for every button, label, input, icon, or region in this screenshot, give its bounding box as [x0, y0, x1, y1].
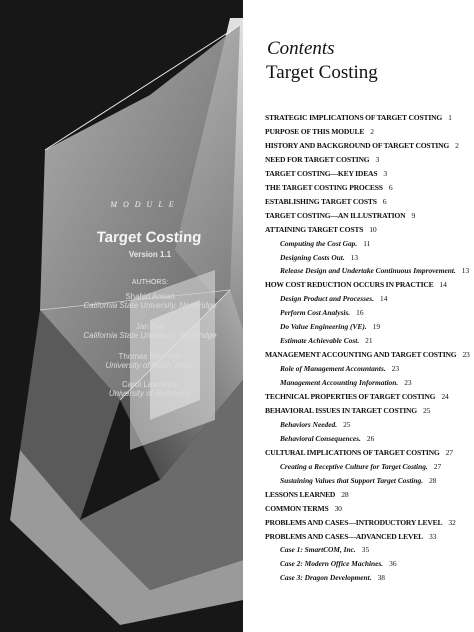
- toc-entry-page: 28: [341, 489, 349, 499]
- toc-entry-page: 23: [462, 350, 470, 360]
- toc-entry-label: PROBLEMS AND CASES—ADVANCED LEVEL: [265, 531, 424, 541]
- author-name: Shahid Ansari: [125, 292, 175, 301]
- toc-entry-label: Case 3: Dragon Development.: [280, 573, 372, 583]
- toc-entry-page: 25: [343, 419, 351, 429]
- author-name: Jan Bell: [135, 322, 165, 331]
- toc-entry-page: 23: [404, 378, 412, 388]
- cover-module-label: MODULE: [110, 200, 180, 209]
- toc-entry-page: 30: [334, 503, 342, 513]
- contents-subheading: Target Costing: [266, 62, 378, 83]
- toc-entry[interactable]: [280, 544, 369, 555]
- toc-entry[interactable]: [265, 279, 447, 290]
- toc-entry-page: 25: [422, 405, 431, 415]
- cover-author: [60, 380, 240, 398]
- toc-entry-page: 6: [382, 196, 387, 206]
- toc-entry-page: 23: [391, 364, 400, 374]
- toc-entry-label: Behaviors Needed.: [280, 419, 338, 429]
- toc-entry[interactable]: [280, 307, 364, 318]
- toc-entry-label: Creating a Receptive Culture for Target Costing.: [280, 461, 428, 471]
- toc-entry-label: TARGET COSTING—KEY IDEAS: [265, 168, 378, 178]
- toc-entry[interactable]: [265, 503, 342, 514]
- toc-entry[interactable]: [265, 391, 449, 402]
- author-affiliation: University of Richmond: [108, 389, 192, 398]
- toc-entry-label: PURPOSE OF THIS MODULE: [265, 126, 365, 136]
- toc-entry-label: HISTORY AND BACKGROUND OF TARGET COSTING: [265, 140, 450, 150]
- cover-authors-heading: AUTHORS:: [131, 279, 169, 286]
- toc-entry-label: LESSONS LEARNED: [265, 489, 336, 499]
- toc-entry-label: NEED FOR TARGET COSTING: [265, 154, 370, 164]
- toc-entry-page: 21: [365, 336, 373, 346]
- toc-entry-label: COMMON TERMS: [265, 503, 329, 513]
- toc-entry-label: BEHAVIORAL ISSUES IN TARGET COSTING: [265, 405, 417, 415]
- toc-entry[interactable]: [265, 349, 470, 360]
- toc-entry-page: 3: [375, 154, 380, 164]
- toc-entry[interactable]: [265, 154, 379, 165]
- toc-entry-page: 10: [369, 224, 377, 234]
- toc-entry-label: Behavioral Consequences.: [280, 433, 361, 443]
- toc-entry[interactable]: [280, 419, 350, 430]
- toc-entry-page: 38: [377, 573, 385, 583]
- author-name: Carol Lawrence: [121, 380, 179, 389]
- toc-entry-label: Perform Cost Analysis.: [280, 308, 351, 318]
- toc-entry-label: Do Value Engineering (VE).: [280, 322, 367, 332]
- toc-entry[interactable]: [280, 461, 441, 472]
- toc-entry-page: 32: [448, 517, 456, 527]
- toc-entry[interactable]: [280, 321, 380, 332]
- toc-entry[interactable]: [265, 531, 436, 542]
- toc-entry-page: 16: [356, 308, 364, 318]
- toc-entry-label: Sustaining Values that Support Target Costing.: [280, 475, 424, 485]
- toc-entry-page: 14: [439, 280, 447, 290]
- cover-author: [60, 292, 240, 310]
- toc-entry[interactable]: [280, 558, 397, 569]
- toc-entry-label: STRATEGIC IMPLICATIONS OF TARGET COSTING: [265, 113, 443, 122]
- toc-entry-page: 36: [389, 559, 397, 569]
- toc-entry-label: Case 1: SmartCOM, Inc.: [280, 545, 356, 555]
- toc-entry[interactable]: [265, 405, 430, 416]
- author-affiliation: California State University, Northridge: [83, 301, 217, 310]
- toc-entry[interactable]: [265, 126, 374, 137]
- toc-entry[interactable]: [280, 363, 399, 374]
- toc-entry-page: 33: [429, 531, 437, 541]
- cover-author: [60, 352, 240, 370]
- toc-entry[interactable]: [265, 210, 415, 221]
- toc-entry-label: ESTABLISHING TARGET COSTS: [265, 196, 377, 206]
- toc-entry-page: 3: [383, 168, 387, 178]
- toc-entry-label: CULTURAL IMPLICATIONS OF TARGET COSTING: [265, 447, 440, 457]
- toc-entry-label: ATTAINING TARGET COSTS: [265, 224, 364, 234]
- toc-entry-page: 9: [411, 210, 416, 220]
- toc-entry[interactable]: [280, 293, 387, 304]
- author-affiliation: University of North Texas: [105, 361, 195, 370]
- toc-entry-label: Designing Costs Out.: [280, 252, 345, 262]
- toc-entry[interactable]: [280, 252, 358, 263]
- cover-title: Target Costing: [96, 229, 202, 246]
- toc-entry-page: 24: [441, 392, 449, 401]
- toc-entry-page: 11: [363, 238, 371, 248]
- toc-entry-label: Design Product and Processes.: [280, 294, 375, 304]
- toc-entry-page: 27: [433, 461, 442, 471]
- toc-entry-page: 6: [388, 182, 393, 192]
- toc-entry[interactable]: [265, 196, 386, 207]
- toc-entry-page: 1: [448, 113, 452, 122]
- toc-entry-page: 2: [455, 140, 459, 150]
- toc-entry-page: 35: [361, 545, 370, 555]
- toc-entry[interactable]: [280, 572, 385, 583]
- toc-entry-label: Role of Management Accountants.: [280, 364, 386, 374]
- toc-entry[interactable]: [265, 182, 392, 193]
- toc-entry-label: TARGET COSTING—AN ILLUSTRATION: [265, 210, 406, 220]
- toc-entry-page: 28: [429, 475, 437, 485]
- toc-entry-page: 13: [350, 252, 359, 262]
- toc-entry-label: Case 2: Modern Office Machines.: [280, 559, 384, 569]
- toc-entry[interactable]: [265, 112, 452, 123]
- toc-entry[interactable]: [265, 517, 456, 528]
- toc-entry-page: 2: [370, 126, 374, 136]
- toc-entry-label: PROBLEMS AND CASES—INTRODUCTORY LEVEL: [265, 517, 443, 527]
- author-affiliation: California State University, Northridge: [83, 331, 217, 340]
- toc-entry[interactable]: [280, 335, 373, 346]
- toc-entry-label: Release Design and Undertake Continuous Improvement.: [280, 266, 456, 276]
- toc-entry-label: TECHNICAL PROPERTIES OF TARGET COSTING: [265, 392, 436, 401]
- contents-heading: Contents: [267, 38, 335, 59]
- toc-entry-label: HOW COST REDUCTION OCCURS IN PRACTICE: [265, 280, 434, 290]
- toc-entry[interactable]: [280, 433, 374, 444]
- toc-entry-label: MANAGEMENT ACCOUNTING AND TARGET COSTING: [265, 350, 457, 360]
- toc-entry-page: 19: [372, 322, 381, 332]
- toc-entry-page: 27: [445, 447, 453, 457]
- author-name: Thomas Klammer: [118, 352, 182, 361]
- toc-entry-label: Management Accounting Information.: [280, 378, 399, 388]
- toc-entry-label: Estimate Achievable Cost.: [280, 336, 360, 346]
- toc-entry-page: 13: [461, 266, 470, 276]
- toc-entry[interactable]: [265, 168, 387, 179]
- toc-entry[interactable]: [280, 377, 412, 388]
- toc-entry[interactable]: [265, 224, 377, 235]
- toc-entry[interactable]: [280, 238, 370, 249]
- toc-entry-label: Computing the Cost Gap.: [280, 238, 358, 248]
- cover-author: [60, 322, 240, 340]
- toc-entry[interactable]: [265, 489, 348, 500]
- cover-version: Version 1.1: [128, 250, 172, 259]
- toc-entry-page: 14: [380, 294, 388, 304]
- toc-entry-page: 26: [366, 433, 375, 443]
- toc-entry[interactable]: [265, 140, 459, 151]
- toc-entry[interactable]: [280, 265, 469, 276]
- toc-entry[interactable]: [280, 475, 436, 486]
- toc-entry-label: THE TARGET COSTING PROCESS: [265, 182, 383, 192]
- toc-entry[interactable]: [265, 447, 453, 458]
